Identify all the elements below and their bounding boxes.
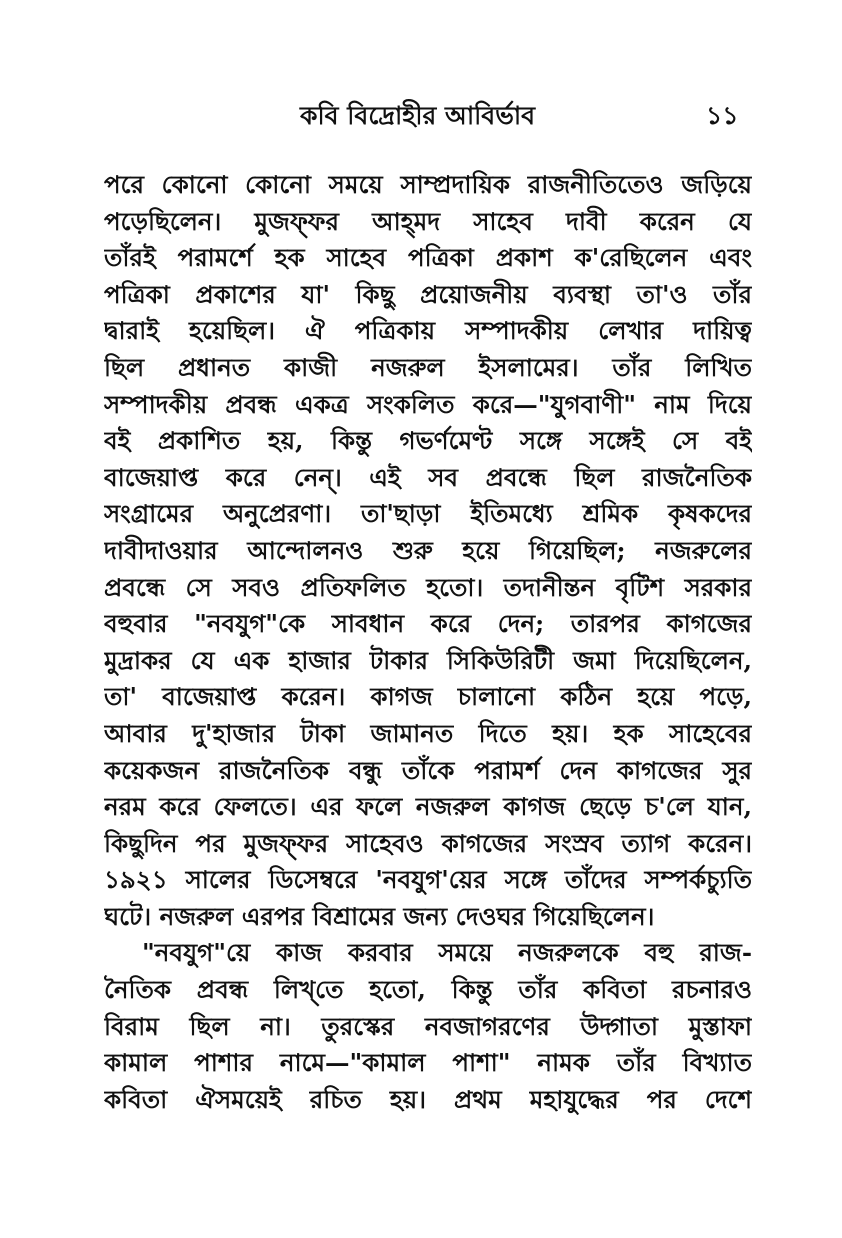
text-line: আবার দু'হাজার টাকা জামানত দিতে হয়। হক সাহেবের [104, 718, 752, 748]
text-line: কিছুদিন পর মুজফ্‌ফর সাহেবও কাগজের সংস্রব ত্যাগ করেন। [104, 828, 752, 858]
text-line: দাবীদাওয়ার আন্দোলনও শুরু হয়ে গিয়েছিল; নজরুলের [104, 535, 752, 565]
text-line: সম্পাদকীয় প্রবন্ধ একত্র সংকলিত করে—"যুগবাণী" নাম দিয়ে [104, 389, 752, 419]
page-number: ১১ [706, 101, 739, 130]
text-line: তাঁরই পরামর্শে হক সাহেব পত্রিকা প্রকাশ ক'রেছিলেন এবং [104, 243, 752, 273]
text-line: পরে কোনো কোনো সময়ে সাম্প্রদায়িক রাজনীতিতেও জড়িয়ে [104, 170, 752, 199]
text-line: দ্বারাই হয়েছিল। ঐ পত্রিকায় সম্পাদকীয় লেখার দায়িত্ব [104, 316, 752, 346]
text-line: পত্রিকা প্রকাশের যা' কিছু প্রয়োজনীয় ব্যবস্থা তা'ও তাঁর [104, 279, 752, 309]
text-line: কামাল পাশার নামে—"কামাল পাশা" নামক তাঁর বিখ্যাত [104, 1048, 752, 1078]
running-head [0, 96, 842, 130]
body-text [104, 167, 752, 1118]
text-line: মুদ্রাকর যে এক হাজার টাকার সিকিউরিটী জমা দিয়েছিলেন, [104, 645, 752, 675]
text-line: তা' বাজেয়াপ্ত করেন। কাগজ চালানো কঠিন হয়ে পড়ে, [104, 682, 752, 712]
text-line: বহুবার "নবযুগ"কে সাবধান করে দেন; তারপর কাগজের [104, 609, 752, 639]
text-line: ছিল প্রধানত কাজী নজরুল ইসলামের। তাঁর লিখিত [104, 352, 752, 382]
text-line: পড়েছিলেন। মুজফ্‌ফর আহ্‌মদ সাহেব দাবী করেন যে [104, 206, 752, 236]
text-line: ১৯২১ সালের ডিসেম্বরে 'নবযুগ'য়ের সঙ্গে তাঁদের সম্পর্কচ্যুতি [104, 865, 752, 895]
paragraph-end-line: ঘটে। নজরুল এরপর বিশ্রামের জন্য দেওঘর গিয়েছিলেন। [104, 901, 655, 931]
text-line: বই প্রকাশিত হয়, কিন্তু গভর্ণমেণ্ট সঙ্গে সঙ্গেই সে বই [104, 426, 752, 456]
text-line: প্রবন্ধে সে সবও প্রতিফলিত হতো। তদানীন্তন বৃটিশ সরকার [104, 572, 752, 602]
running-title: কবি বিদ্রোহীর আবির্ভাব [300, 101, 535, 130]
text-line: বিরাম ছিল না। তুরস্কের নবজাগরণের উদ্গাতা মুস্তাফা [104, 1011, 752, 1041]
text-line: কবিতা ঐসময়েই রচিত হয়। প্রথম মহাযুদ্ধের পর দেশে [104, 1084, 752, 1114]
text-line: সংগ্রামের অনুপ্রেরণা। তা'ছাড়া ইতিমধ্যে শ্রমিক কৃষকদের [104, 499, 752, 529]
text-line: নৈতিক প্রবন্ধ লিখ্‌তে হতো, কিন্তু তাঁর কবিতা রচনারও [104, 975, 752, 1005]
text-line: বাজেয়াপ্ত করে নেন্‌। এই সব প্রবন্ধে ছিল রাজনৈতিক [104, 462, 752, 492]
paragraph-start-line: "নবযুগ"য়ে কাজ করবার সময়ে নজরুলকে বহু রাজ- [142, 938, 752, 968]
text-line: নরম করে ফেলতে। এর ফলে নজরুল কাগজ ছেড়ে চ'লে যান, [104, 792, 752, 822]
text-line: কয়েকজন রাজনৈতিক বন্ধু তাঁকে পরামর্শ দেন কাগজের সুর [104, 755, 752, 785]
